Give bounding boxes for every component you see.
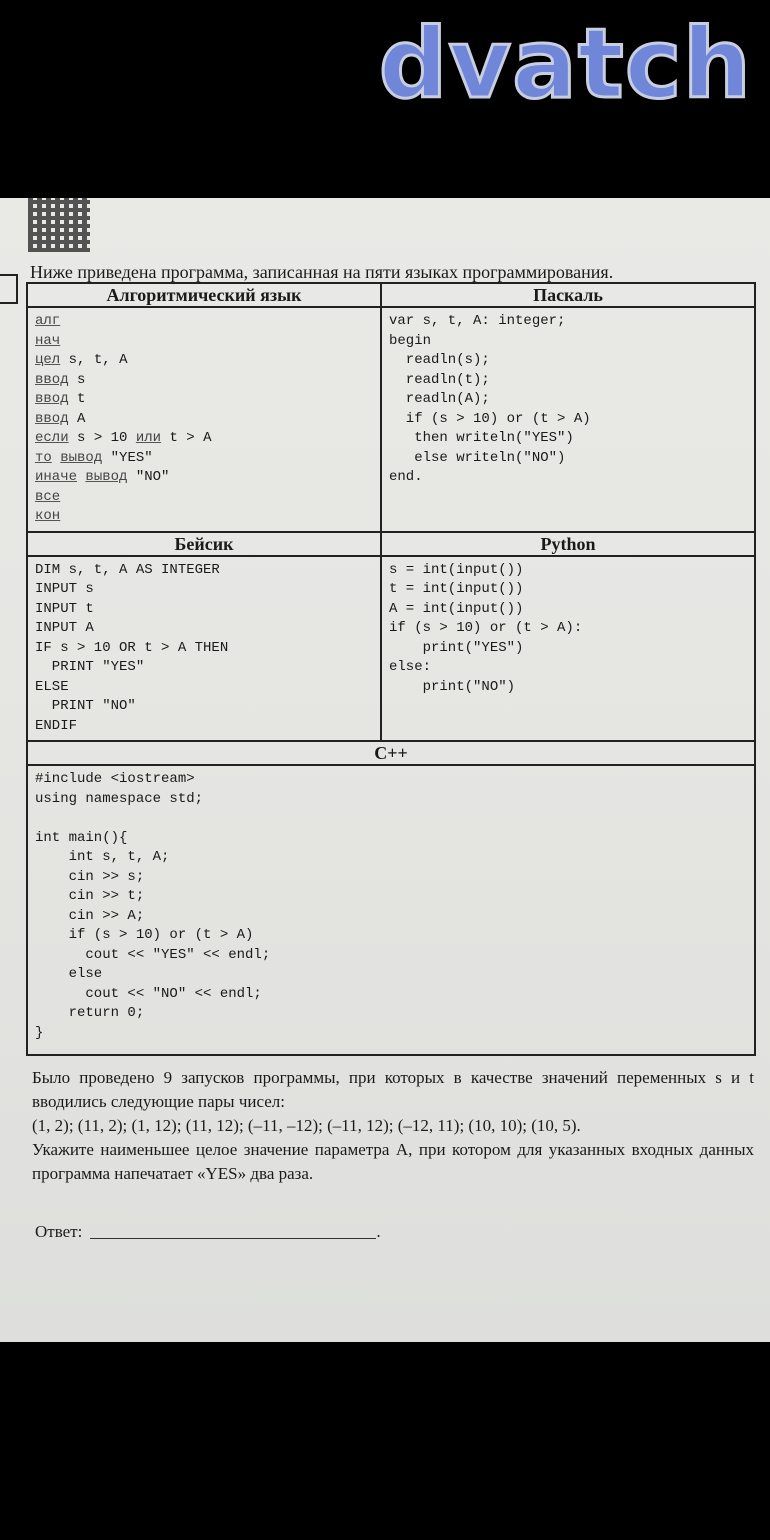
intro-text: Ниже приведена программа, записанная на пяти языках программирования.: [30, 262, 614, 282]
header-algo: Алгоритмический язык: [106, 285, 302, 305]
task-pairs: (1, 2); (11, 2); (1, 12); (11, 12); (–11, –12); (–11, 12); (–12, 11); (10, 10); (10, 5).: [32, 1116, 581, 1135]
task-text: [32, 1066, 754, 1186]
algo-line: ввод s: [35, 371, 86, 388]
header-pascal: Паскаль: [533, 285, 603, 305]
algo-line: алг: [35, 313, 61, 329]
algo-line: цел s, t, A: [35, 352, 128, 368]
python-cell: [381, 556, 755, 742]
basic-cell: [27, 556, 381, 742]
basic-code: DIM s, t, A AS INTEGER INPUT s INPUT t INPUT A IF s > 10 OR t > A THEN PRINT "YES" ELSE PRINT "NO" ENDIF: [35, 561, 229, 734]
python-code: s = int(input()) t = int(input()) A = int(input()) if (s > 10) or (t > A): print("YES") else: print("NO"): [389, 561, 583, 695]
qr-code-icon: [28, 198, 90, 252]
answer-label: Ответ:: [35, 1222, 83, 1241]
header-basic: Бейсик: [174, 533, 234, 554]
algo-line: ввод t: [35, 391, 86, 407]
pascal-cell: [381, 307, 755, 532]
algo-line: кон: [35, 508, 61, 524]
question-number-box: [0, 274, 18, 304]
watermark-logo: dvatch: [378, 8, 752, 120]
task-line-2: Укажите наименьшее целое значение параметра A, при котором для указанных входных данных программа напечатает «YES» два раза.: [32, 1140, 754, 1183]
algo-line: если s > 10 или t > A: [35, 430, 212, 446]
algo-line: все: [35, 488, 61, 505]
algo-line: нач: [35, 332, 61, 349]
answer-line[interactable]: [90, 1238, 376, 1239]
answer-field: Ответ: .: [35, 1222, 381, 1241]
cpp-cell: [27, 765, 755, 1055]
algo-code: [28, 308, 380, 531]
algo-line: ввод A: [35, 410, 86, 427]
cpp-code: #include <iostream> using namespace std; int main(){ int s, t, A; cin >> s; cin >> t; cin >> A; if (s > 10) or (t > A) cout << "YES" << endl; else cout << "NO" << endl; return 0; }: [35, 771, 271, 1041]
algo-line: иначе вывод "NO": [35, 469, 170, 485]
exam-page: [0, 198, 770, 1342]
header-cpp: C++: [374, 743, 408, 763]
pascal-code: var s, t, A: integer; begin readln(s); readln(t); readln(A); if (s > 10) or (t > A) then writeln("YES") else writeln("NO") end.: [389, 313, 591, 485]
algo-line: то вывод "YES": [35, 449, 153, 466]
header-python: Python: [540, 533, 596, 554]
algo-cell: [27, 307, 381, 532]
task-line-1: Было проведено 9 запусков программы, при которых в качестве значений переменных s и t вводились следующие пары чисел:: [32, 1068, 754, 1111]
code-table: [26, 282, 756, 1056]
